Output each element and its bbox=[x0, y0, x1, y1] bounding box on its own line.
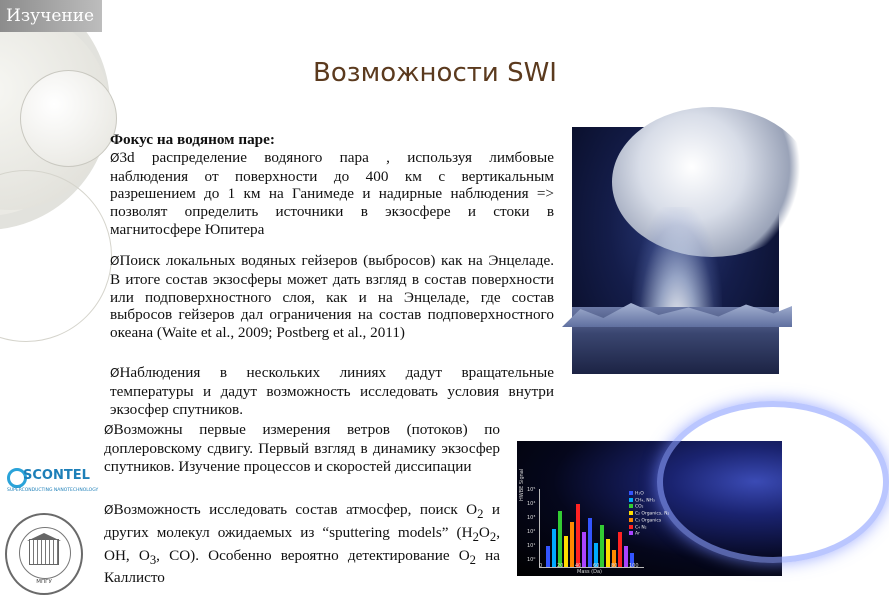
spectrum-bar bbox=[600, 525, 604, 567]
bullet-text: 3d распределение водяного пара , используя лимбовые наблюдения от поверхности до 400 км с вертикальным разрешением до 1 км на Ганимеде и надирные наблюдения => позволят определить источники в экзосфере и стоки в магнитосфере Юпитера bbox=[110, 148, 554, 238]
legend-swatch bbox=[629, 531, 633, 535]
spectrum-bar bbox=[582, 532, 586, 567]
spectrum-x-tick: 0 bbox=[539, 563, 543, 569]
bullet-item bbox=[110, 364, 554, 418]
spectrum-bar bbox=[588, 518, 592, 567]
bullet-item bbox=[110, 252, 554, 342]
legend-entry bbox=[629, 518, 687, 525]
legend-label: C₄ N₂ bbox=[635, 525, 647, 531]
spectrum-y-tick: 10³ bbox=[527, 515, 536, 521]
spectrum-x-tick: 40 bbox=[575, 563, 582, 569]
legend-swatch bbox=[629, 498, 633, 502]
bullet-text-part: и других молекул ожидаемых из “sputtering models” (H bbox=[104, 501, 500, 541]
decorative-small-circle bbox=[20, 70, 120, 167]
spectrum-ylabel: HWBE Signal bbox=[519, 468, 525, 501]
bullet-arrow-icon: Ø bbox=[110, 254, 120, 268]
spectrum-bar bbox=[606, 539, 610, 567]
legend-label: CH₄, NH₃ bbox=[635, 498, 655, 504]
spectrum-y-tick: 10⁰ bbox=[527, 557, 536, 563]
text-block-3 bbox=[110, 364, 554, 418]
scontel-subtitle: SUPERCONDUCTING NANOTECHNOLOGY bbox=[7, 488, 99, 493]
spectrum-bar bbox=[564, 536, 568, 568]
spectrum-y-tick: 10⁴ bbox=[527, 501, 536, 507]
text-block-4 bbox=[104, 421, 500, 475]
text-block-2 bbox=[110, 252, 554, 342]
bullet-text: Поиск локальных водяных гейзеров (выбросов) как на Энцеладе. В итоге состав экзосферы может дать взгляд в состав поверхности или подповерхностного слоя, как и на Энцеладе, где состав выбросов гейзеров дал ограничения на состав подповерхностного океана (Waite et al., 2009; Postberg et al., 2011) bbox=[110, 252, 554, 342]
corner-title: Изучение bbox=[0, 0, 102, 32]
legend-swatch bbox=[629, 511, 633, 515]
bullet-item bbox=[104, 501, 500, 587]
bullet-text-part: на Каллисто bbox=[104, 546, 500, 587]
spectrum-x-tick: 80 bbox=[611, 563, 618, 569]
legend-swatch bbox=[629, 518, 633, 522]
bullet-text-part: , CO). Особенно вероятно детектирование O bbox=[156, 546, 470, 564]
bullet-text: Возможны первые измерения ветров (потоков) по доплеровскому сдвигу. Первый взгляд в динамику экзосфер спутников. Изучение процессов и скоростей диссипации bbox=[104, 421, 500, 475]
spectrum-bar bbox=[546, 546, 550, 567]
section-heading: Фокус на водяном паре: bbox=[110, 131, 275, 148]
slide-title: Возможности SWI bbox=[313, 58, 557, 88]
legend-entry bbox=[629, 498, 687, 505]
legend-label: CO₂ bbox=[635, 504, 644, 510]
spectrum-bar bbox=[570, 522, 574, 568]
bullet-text-part: O bbox=[478, 523, 490, 541]
spectrum-y-tick: 10² bbox=[527, 529, 536, 535]
legend-swatch bbox=[629, 525, 633, 529]
subscript: 2 bbox=[472, 529, 479, 544]
legend-entry bbox=[629, 504, 687, 511]
bullet-arrow-icon: Ø bbox=[110, 366, 120, 380]
seal-label: МПГУ bbox=[36, 579, 52, 585]
spectrum-x-tick: 100 bbox=[629, 563, 639, 569]
bullet-item bbox=[104, 421, 500, 475]
decorative-thin-ring bbox=[0, 170, 112, 342]
geyser-illustration bbox=[572, 127, 779, 374]
scontel-logo bbox=[5, 466, 99, 496]
bullet-text-part: Возможность исследовать состав атмосфер, поиск O bbox=[113, 501, 478, 518]
spectrum-y-tick: 10¹ bbox=[527, 543, 536, 549]
legend-swatch bbox=[629, 491, 633, 495]
legend-label: Ar bbox=[635, 531, 640, 537]
text-block-5 bbox=[104, 501, 500, 587]
scontel-wordmark: SCONTEL bbox=[23, 468, 90, 483]
spectrum-bar bbox=[552, 529, 556, 568]
bullet-text: Наблюдения в нескольких линиях дадут вращательные температуры и дадут возможность исследовать условия внутри экзосфер спутников. bbox=[110, 364, 554, 418]
spectrum-bar bbox=[576, 504, 580, 567]
legend-entry bbox=[629, 491, 687, 498]
university-seal bbox=[5, 513, 83, 595]
bullet-arrow-icon: Ø bbox=[104, 423, 114, 437]
spectrum-image bbox=[517, 441, 782, 576]
spectrum-bar bbox=[618, 532, 622, 567]
spectrum-x-tick: 60 bbox=[593, 563, 600, 569]
legend-label: C₃ Organics bbox=[635, 518, 662, 524]
spectrum-y-tick: 10⁵ bbox=[527, 487, 536, 493]
legend-entry bbox=[629, 511, 687, 518]
spectrum-bar bbox=[558, 511, 562, 567]
subscript: 3 bbox=[149, 552, 157, 567]
spectrum-x-tick: 20 bbox=[557, 563, 564, 569]
legend-swatch bbox=[629, 504, 633, 508]
seal-building-icon bbox=[29, 539, 59, 565]
moon-limb-arc bbox=[657, 401, 889, 563]
spectrum-xlabel: Mass (Da) bbox=[577, 569, 602, 575]
bullet-arrow-icon: Ø bbox=[110, 150, 120, 165]
legend-label: C₂ Organics, N₂ bbox=[635, 511, 670, 517]
bullet-arrow-icon: Ø bbox=[104, 503, 114, 517]
legend-entry bbox=[629, 525, 687, 532]
spectrum-legend bbox=[629, 491, 687, 538]
subscript: 2 bbox=[489, 529, 497, 544]
decorative-circles bbox=[0, 0, 120, 595]
subscript: 2 bbox=[477, 507, 484, 522]
subscript: 2 bbox=[469, 552, 476, 567]
spectrum-bar bbox=[624, 546, 628, 567]
bullet-item bbox=[110, 149, 554, 239]
text-block-1 bbox=[110, 131, 554, 239]
bullet-text-part: , OH, O bbox=[104, 523, 500, 564]
legend-label: H₂O bbox=[635, 491, 644, 497]
legend-entry bbox=[629, 531, 687, 538]
